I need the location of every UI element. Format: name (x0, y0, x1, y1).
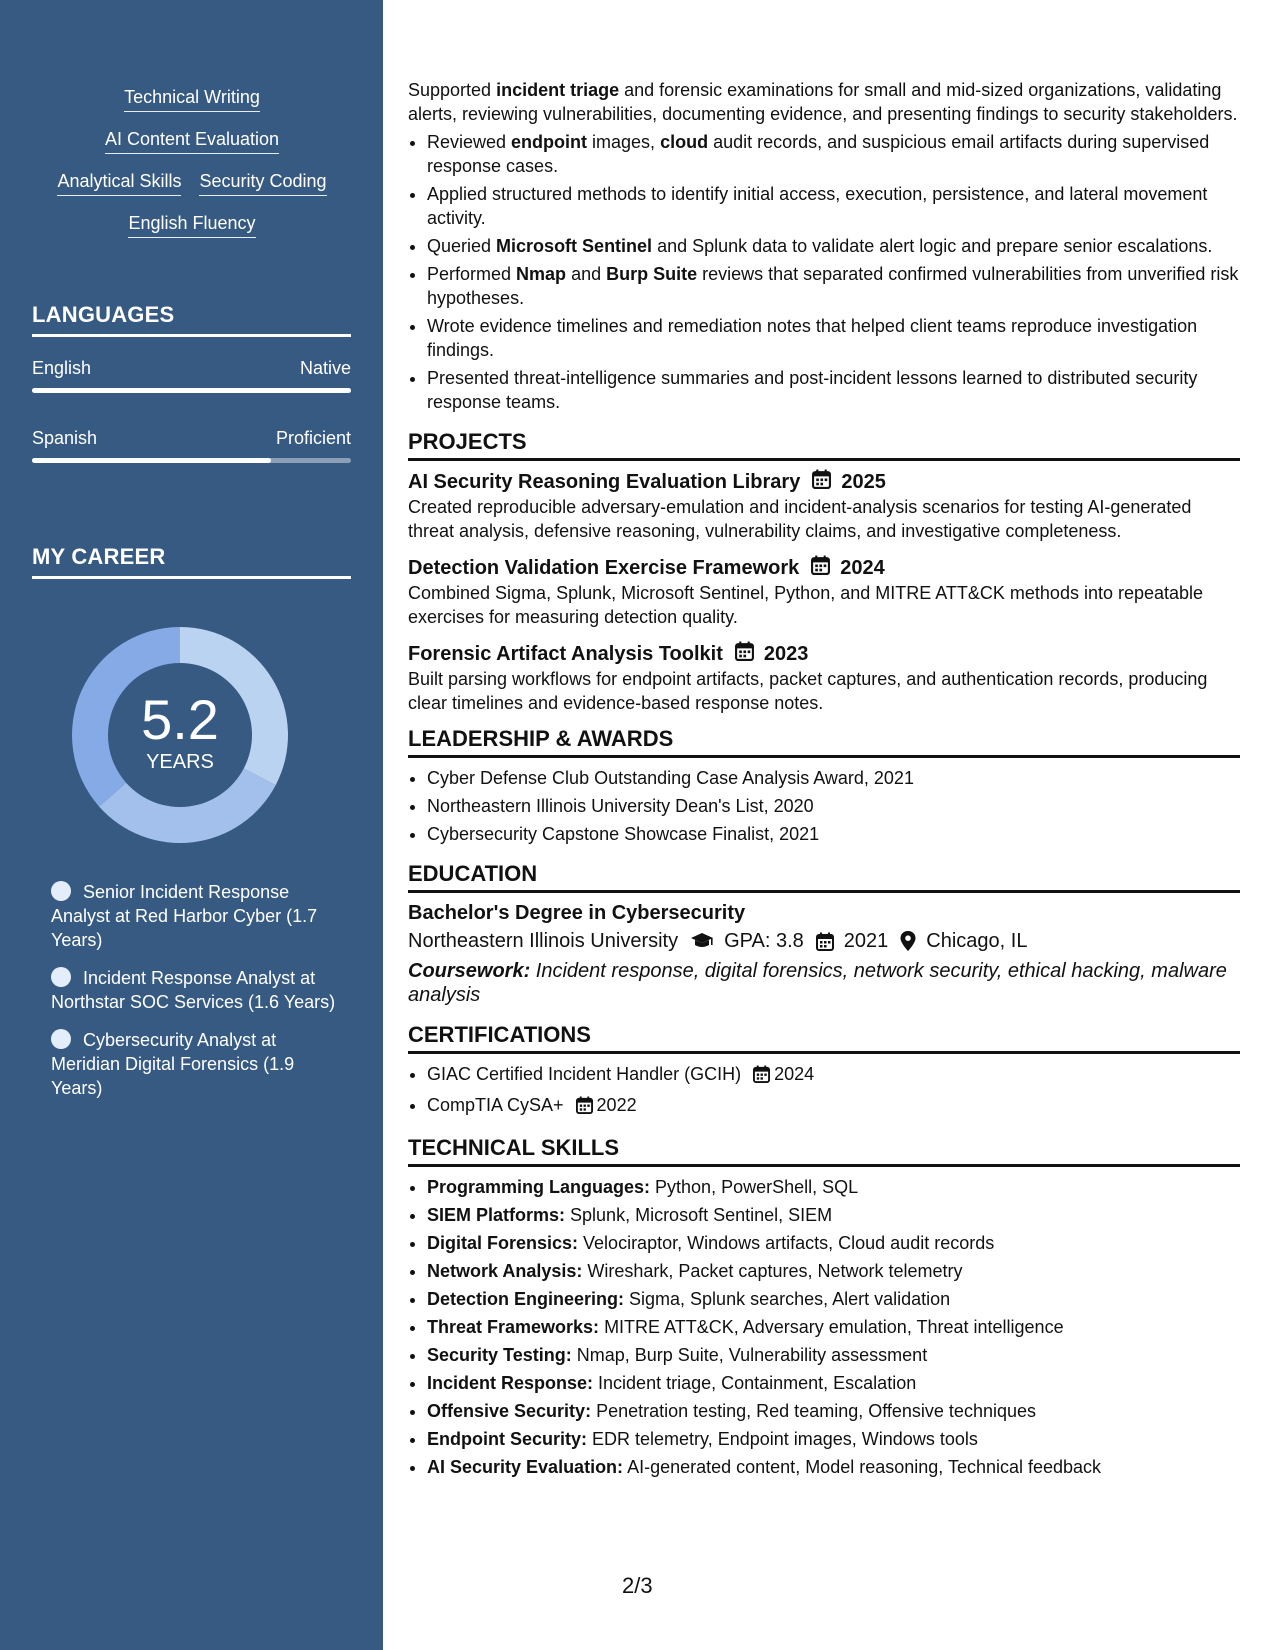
skill-tag: Analytical Skills (57, 170, 181, 196)
skill-category (427, 1203, 1240, 1227)
emphasis-text: endpoint (511, 132, 588, 152)
skill-category-label: Threat Frameworks: (427, 1317, 600, 1337)
calendar-icon (735, 641, 754, 667)
career-dot (51, 881, 71, 901)
language-level: Native (299, 358, 351, 378)
award-item: • Northeastern Illinois University Dean's List, 2020 (427, 794, 1240, 818)
skill-category-label: Detection Engineering: (427, 1289, 625, 1309)
project-description: Created reproducible adversary-emulation and incident-analysis scenarios for testing AI-generated threat analysis, defensive reasoning, vulnerability claims, and investigative completeness. (408, 497, 1192, 541)
career-label: Incident Response Analyst at Northstar SOC Services (1.6 Years) (51, 968, 336, 1012)
career-item (51, 966, 336, 1014)
skill-category (427, 1427, 1240, 1451)
text-run: Presented threat-intelligence summaries and post-incident lessons learned to distributed security response teams. (427, 368, 1198, 412)
skill-category (427, 1287, 1240, 1311)
career-list (51, 880, 336, 1114)
coursework-label: Coursework: (408, 960, 531, 982)
career-item (51, 880, 336, 952)
skill-category-values: Penetration testing, Red teaming, Offensive techniques (591, 1401, 1036, 1421)
project-year: 2024 (840, 557, 885, 579)
skill-category-values: MITRE ATT&CK, Adversary emulation, Threat intelligence (599, 1317, 1064, 1337)
skill-category-values: Nmap, Burp Suite, Vulnerability assessment (571, 1345, 928, 1365)
school-name: Northeastern Illinois University (408, 930, 679, 952)
experience-bullet (427, 262, 1240, 310)
career-dot (51, 967, 71, 987)
calendar-icon (812, 469, 831, 495)
skill-category-values: Splunk, Microsoft Sentinel, SIEM (565, 1205, 833, 1225)
skill-category-label: Programming Languages: (427, 1177, 651, 1197)
experience-bullets (408, 130, 1240, 414)
skill-row (32, 170, 352, 196)
skill-category-label: Digital Forensics: (427, 1233, 579, 1253)
text-run: Reviewed (427, 132, 512, 152)
skill-category (427, 1399, 1240, 1423)
text-run: images, (587, 132, 661, 152)
coursework (408, 959, 1240, 1007)
text-run: and Splunk data to validate alert logic and prepare senior escalations. (652, 236, 1213, 256)
text-run: Performed (427, 264, 517, 284)
project-year: 2023 (763, 643, 809, 665)
emphasis-text: Burp Suite (606, 264, 698, 284)
experience-bullet (427, 314, 1240, 362)
skill-category-label: Incident Response: (427, 1373, 594, 1393)
project-title-row (408, 555, 1240, 581)
text-run: Supported (408, 80, 497, 100)
graduation-year: 2021 (843, 930, 889, 952)
career-label: Cybersecurity Analyst at Meridian Digital Forensics (1.9 Years) (51, 1030, 295, 1098)
experience-bullet (427, 182, 1240, 230)
certification-item (427, 1062, 1240, 1089)
donut-center (60, 615, 300, 855)
leadership-list (408, 766, 1240, 846)
career-label: Senior Incident Response Analyst at Red Harbor Cyber (1.7 Years) (51, 882, 318, 950)
career-item (51, 1028, 336, 1100)
experience-bullet (427, 130, 1240, 178)
project-title: Detection Validation Exercise Framework (408, 557, 800, 579)
location-pin-icon (900, 931, 916, 951)
certification-name: CompTIA CySA+ (427, 1095, 564, 1115)
text-run: and forensic examinations for small and mid-sized organizations, validating alerts, reviewing vulnerabilities, documenting evidence, and presenting findings to security stakeholders. (408, 80, 1238, 124)
education-heading: EDUCATION (408, 862, 1240, 893)
projects-list (408, 469, 1240, 715)
skill-tag: AI Content Evaluation (105, 128, 279, 154)
skill-category (427, 1259, 1240, 1283)
calendar-icon (816, 932, 834, 951)
sidebar (0, 0, 383, 1650)
project-description: Combined Sigma, Splunk, Microsoft Sentinel, Python, and MITRE ATT&CK methods into repeatable exercises for measuring detection quality. (408, 583, 1204, 627)
degree-title: Bachelor's Degree in Cybersecurity (408, 902, 746, 924)
skill-category (427, 1231, 1240, 1255)
skill-tag: Technical Writing (124, 86, 260, 112)
skill-category (427, 1315, 1240, 1339)
skill-category (427, 1175, 1240, 1199)
project-title-row (408, 641, 1240, 667)
project-title: Forensic Artifact Analysis Toolkit (408, 643, 723, 665)
skill-category-values: Python, PowerShell, SQL (650, 1177, 859, 1197)
language-name: English (32, 358, 92, 378)
skill-category-values: Velociraptor, Windows artifacts, Cloud audit records (578, 1233, 995, 1253)
project-year: 2025 (841, 471, 886, 493)
skill-tag: English Fluency (128, 212, 255, 238)
award-item: • Cyber Defense Club Outstanding Case Analysis Award, 2021 (427, 766, 1240, 790)
certification-year: 2024 (774, 1064, 815, 1084)
skill-row (32, 86, 352, 112)
career-dot (51, 1029, 71, 1049)
language-level: Proficient (275, 428, 351, 448)
text-run: and (566, 264, 607, 284)
skill-category-values: Incident triage, Containment, Escalation (593, 1373, 917, 1393)
career-heading: MY CAREER (32, 544, 351, 579)
language-bar (32, 388, 351, 393)
language-bar-fill (32, 388, 351, 393)
award-item: • Cybersecurity Capstone Showcase Finalist, 2021 (427, 822, 1240, 846)
skills-cloud (32, 86, 352, 254)
language-bar (32, 458, 351, 463)
career-donut-chart (60, 615, 300, 855)
emphasis-text: cloud (660, 132, 709, 152)
language-english (32, 358, 351, 393)
emphasis-text: Nmap (516, 264, 567, 284)
language-bar-fill (32, 458, 271, 463)
text-run: Applied structured methods to identify initial access, execution, persistence, and lateral movement activity. (427, 184, 1208, 228)
text-run: reviews that separated confirmed vulnerabilities from unverified risk hypotheses. (427, 264, 1239, 308)
education-meta (408, 929, 1240, 953)
skill-category (427, 1455, 1240, 1479)
career-total-value: 5.2 (141, 687, 219, 751)
skill-category-label: SIEM Platforms: (427, 1205, 566, 1225)
projects-heading: PROJECTS (408, 430, 1240, 461)
skill-tag: Security Coding (199, 170, 326, 196)
calendar-icon (753, 1065, 770, 1089)
skill-category-values: Wireshark, Packet captures, Network telemetry (582, 1261, 963, 1281)
skill-category (427, 1343, 1240, 1367)
technical-skills-list (408, 1175, 1240, 1479)
languages-heading: LANGUAGES (32, 302, 351, 337)
project-title: AI Security Reasoning Evaluation Library (408, 471, 801, 493)
calendar-icon (576, 1096, 593, 1120)
skill-category-values: AI-generated content, Model reasoning, Technical feedback (623, 1457, 1102, 1477)
certifications-list (408, 1062, 1240, 1120)
text-run: Wrote evidence timelines and remediation notes that helped client teams reproduce investigation findings. (427, 316, 1198, 360)
leadership-heading: LEADERSHIP & AWARDS (408, 727, 1240, 758)
emphasis-text: incident triage (496, 80, 620, 100)
certification-item (427, 1093, 1240, 1120)
project-description: Built parsing workflows for endpoint artifacts, packet captures, and authentication records, producing clear timelines and evidence-based response notes. (408, 669, 1208, 713)
skill-row (32, 212, 352, 238)
skill-category-label: Offensive Security: (427, 1401, 592, 1421)
gpa: GPA: 3.8 (724, 930, 804, 952)
emphasis-text: Microsoft Sentinel (496, 236, 653, 256)
skill-category (427, 1371, 1240, 1395)
skill-category-values: EDR telemetry, Endpoint images, Windows tools (587, 1429, 978, 1449)
project-title-row (408, 469, 1240, 495)
education-location: Chicago, IL (926, 930, 1028, 952)
skill-category-values: Sigma, Splunk searches, Alert validation (624, 1289, 951, 1309)
skill-category-label: Security Testing: (427, 1345, 572, 1365)
text-run: Queried (427, 236, 497, 256)
main-content (408, 78, 1240, 1483)
certification-name: GIAC Certified Incident Handler (GCIH) (427, 1064, 742, 1084)
experience-summary (408, 78, 1240, 126)
text-run: audit records, and suspicious email artifacts during supervised response cases. (427, 132, 1210, 176)
coursework-text: Incident response, digital forensics, network security, ethical hacking, malware analysis (408, 960, 1227, 1006)
career-total-unit: YEARS (146, 750, 214, 773)
skill-row (32, 128, 352, 154)
experience-bullet (427, 234, 1240, 258)
experience-bullet (427, 366, 1240, 414)
calendar-icon (811, 555, 830, 581)
technical-skills-heading: TECHNICAL SKILLS (408, 1136, 1240, 1167)
graduation-cap-icon (690, 932, 714, 950)
page-number: 2/3 (622, 1573, 653, 1598)
certification-year: 2022 (596, 1095, 637, 1115)
skill-category-label: AI Security Evaluation: (427, 1457, 624, 1477)
language-name: Spanish (32, 428, 98, 448)
skill-category-label: Endpoint Security: (427, 1429, 588, 1449)
skill-category-label: Network Analysis: (427, 1261, 583, 1281)
language-spanish (32, 428, 351, 463)
certifications-heading: CERTIFICATIONS (408, 1023, 1240, 1054)
